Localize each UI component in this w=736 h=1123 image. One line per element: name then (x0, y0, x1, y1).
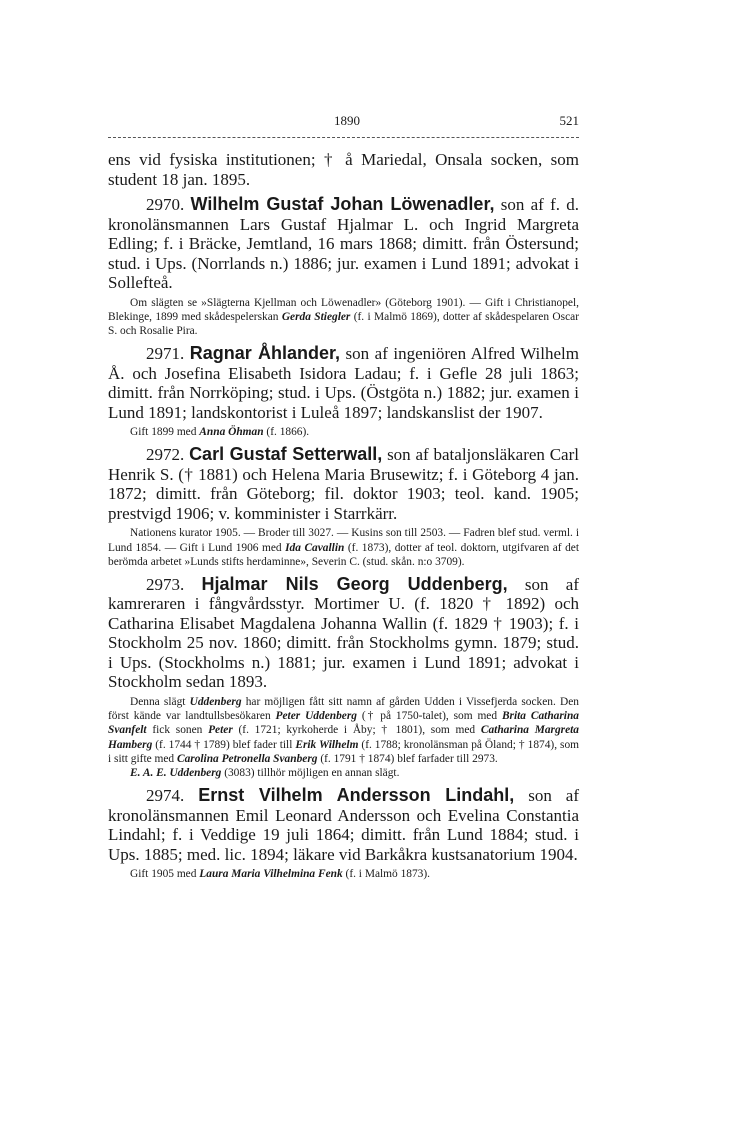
entry-person-name: Carl Gustaf Setterwall, (189, 444, 383, 465)
note-person-name: Peter (208, 724, 233, 737)
entry-note (108, 766, 579, 780)
note-person-name: Gerda Stiegler (281, 310, 351, 323)
entry-number: 2972. (146, 445, 185, 465)
entry-note (108, 526, 579, 569)
entry-text: son af f. d. kronolänsmannen Lars Gustaf Hjalmar L. och Ingrid Margreta Edling; f. i Bräcke, Jemtland, 16 mars 1868; dimitt. från Östersund; stud. i Ups. (Norrlands n.) 1886; jur. examen i Lund 1891; advokat i Sollefteå. (108, 195, 579, 292)
entry-text: son af ingeniören Alfred Wilhelm Å. och Josefina Elisabeth Isidora Ladau; f. i Gefle 28 juli 1863; dimitt. från Norrköping; stud. i Ups. (Östgöta n.) 1882; jur. examen i Lund 1891; landskontorist i Luleå 1897; landskanslist der 1907. (108, 344, 579, 422)
note-text: har möjligen fått sitt namn af gården Udden i Vissefjerda socken. Den först kände var landtullsbesökaren (108, 695, 580, 723)
note-text: Denna slägt (130, 695, 190, 708)
note-person-name: Peter Uddenberg (275, 710, 357, 723)
note-person-name: E. A. E. Uddenberg (130, 766, 222, 779)
note-text: Gift 1899 med (130, 426, 200, 439)
note-text: Gift 1905 med (130, 868, 200, 881)
note-text: (f. 1873), dotter af teol. doktorn, utgifvaren af det berömda arbetet »Lunds stifts herdaminne», Severin C. (stud. skån. n:o 3709). (108, 541, 580, 568)
entry-person-name: Wilhelm Gustaf Johan Löwenadler, (190, 194, 495, 214)
biography-entry (108, 445, 579, 523)
note-person-name: Erik Wilhelm (295, 738, 359, 751)
biography-entry (108, 344, 579, 422)
note-person-name: Uddenberg (189, 695, 242, 708)
biography-entry (108, 575, 579, 692)
note-text: (3083) tillhör möjligen en annan slägt. (221, 766, 400, 779)
note-text: († på 1750-talet), som med (356, 710, 502, 723)
entry-person-name: Ernst Vilhelm Andersson Lindahl, (198, 785, 515, 806)
note-person-name: Brita Catharina Svanfelt (108, 710, 579, 737)
page-body (108, 150, 579, 881)
entry-text: son af kronolänsmannen Emil Leonard Andersson och Evelina Constantia Lindahl; f. i Veddige 19 juli 1864; dimitt. från Lund 1884; stud. i Ups. 1885; med. lic. 1894; läkare vid Barkåkra kustsanatorium 1904. (108, 786, 579, 864)
note-text: (f. 1744 † 1789) blef fader till (152, 738, 296, 751)
biography-entry (108, 195, 579, 293)
entry-note (108, 695, 579, 766)
entry-person-name: Hjalmar Nils Georg Uddenberg, (201, 573, 508, 594)
note-text: (f. 1721; kyrkoherde i Åby; † 1801), som med (232, 724, 481, 737)
note-person-name: Anna Öhman (199, 426, 264, 439)
entry-number: 2970. (146, 195, 185, 214)
note-person-name: Laura Maria Vilhelmina Fenk (199, 868, 343, 881)
entry-number: 2974. (146, 786, 185, 806)
continued-paragraph (108, 150, 579, 189)
paragraph-text: ens vid fysiska institutionen; † å Mariedal, Onsala socken, som student 18 jan. 1895. (108, 150, 579, 189)
entry-note (108, 867, 579, 881)
note-text: (f. 1788; kronolänsman på Öland; † 1874), som i sitt gifte med (108, 738, 579, 765)
note-text: Nationens kurator 1905. — Broder till 3027. — Kusins son till 2503. — Fadren blef stud. verml. i Lund 1854. — Gift i Lund 1906 med (108, 527, 579, 554)
entry-text: son af bataljonsläkaren Carl Henrik S. († 1881) och Helena Maria Brusewitz; f. i Göteborg 4 jan. 1872; dimitt. från Göteborg; fil. doktor 1903; teol. kand. 1905; prestvigd 1906; v. komminister i Starrkärr. (108, 445, 579, 523)
note-text: Om slägten se »Slägterna Kjellman och Löwenadler» (Göteborg 1901). — Gift i Christianopel, Blekinge, 1899 med skådespelerskan (108, 296, 579, 323)
header-rule (108, 137, 579, 138)
note-person-name: Ida Cavallin (285, 541, 345, 554)
entry-text: son af kamreraren i fångvårdsstyr. Mortimer U. (f. 1820 † 1892) och Catharina Elisabet Magdalena Johanna Wallin (f. 1829 † 1903); f. i Stockholm 25 nov. 1860; dimitt. från Stockholms gymn. 1879; stud. i Ups. (Stockholms n.) 1881; jur. examen i Lund 1891; advokat i Stockholm sedan 1893. (108, 574, 580, 692)
note-text: (f. i Malmö 1869), dotter af skådespelaren Oscar S. och Rosalie Pira. (108, 310, 579, 337)
entry-person-name: Ragnar Åhlander, (189, 343, 341, 364)
note-text: (f. 1791 † 1874) blef farfader till 2973. (317, 752, 498, 765)
biography-entry (108, 786, 579, 864)
entry-note (108, 296, 579, 339)
note-person-name: Catharina Margreta Hamberg (108, 724, 580, 751)
page-number: 521 (559, 113, 579, 128)
entry-number: 2973. (146, 574, 185, 594)
note-text: fick sonen (146, 724, 209, 737)
note-text: (f. i Malmö 1873). (342, 868, 430, 881)
note-text: (f. 1866). (263, 426, 310, 439)
page-header (108, 113, 579, 133)
running-head-year: 1890 (334, 113, 360, 128)
note-person-name: Carolina Petronella Svanberg (176, 752, 318, 765)
entry-note (108, 425, 579, 439)
entry-number: 2971. (146, 344, 185, 364)
